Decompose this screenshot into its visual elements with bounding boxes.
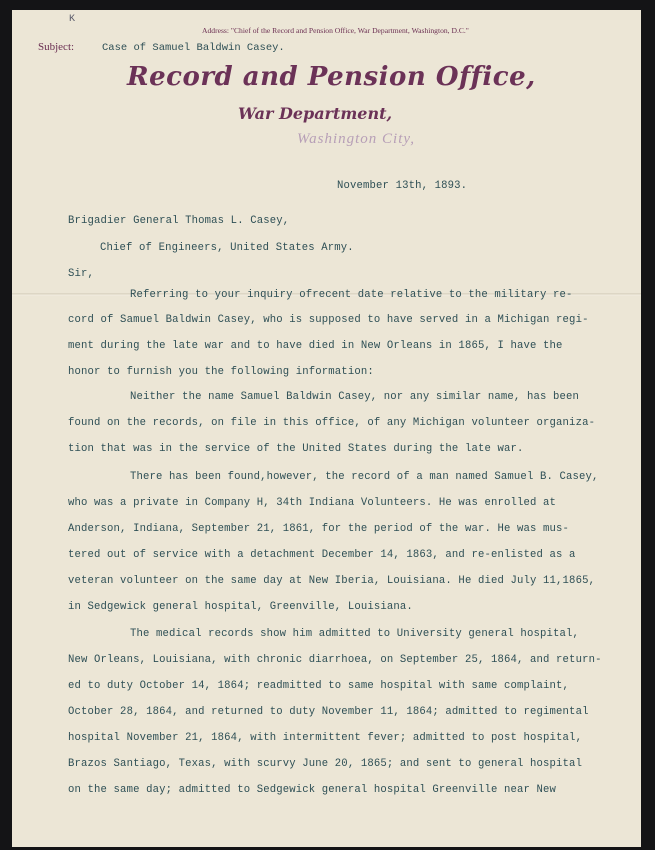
body-line: Neither the name Samuel Baldwin Casey, nor any similar name, has been: [130, 391, 580, 403]
body-line: honor to furnish you the following information:: [68, 366, 374, 378]
file-mark: K: [69, 14, 76, 25]
letter-page: [12, 10, 641, 847]
subject-value: Case of Samuel Baldwin Casey.: [102, 42, 285, 54]
body-line: Referring to your inquiry ofrecent date relative to the military re-: [130, 289, 573, 301]
body-line: cord of Samuel Baldwin Casey, who is supposed to have served in a Michigan regi-: [68, 314, 589, 326]
body-line: on the same day; admitted to Sedgewick general hospital Greenville near New: [68, 784, 557, 796]
salutation: Sir,: [68, 268, 95, 280]
body-line: ed to duty October 14, 1864; readmitted to same hospital with same complaint,: [68, 680, 570, 692]
city-line: Washington City,: [297, 131, 415, 147]
body-line: The medical records show him admitted to University general hospital,: [130, 628, 580, 640]
body-line: Brazos Santiago, Texas, with scurvy June 20, 1865; and sent to general hospital: [68, 758, 583, 770]
letter-date: November 13th, 1893.: [337, 180, 468, 192]
body-line: Anderson, Indiana, September 21, 1861, for the period of the war. He was mus-: [68, 523, 570, 535]
body-line: October 28, 1864, and returned to duty November 11, 1864; admitted to regimental: [68, 706, 589, 718]
body-line: hospital November 21, 1864, with intermittent fever; admitted to post hospital,: [68, 732, 583, 744]
body-line: veteran volunteer on the same day at New Iberia, Louisiana. He died July 11,1865,: [68, 575, 596, 587]
reply-address-line: Address: "Chief of the Record and Pension Office, War Department, Washington, D.C.": [202, 26, 469, 35]
subject-label: Subject:: [38, 41, 75, 53]
body-line: in Sedgewick general hospital, Greenville, Louisiana.: [68, 601, 413, 613]
body-line: tion that was in the service of the United States during the late war.: [68, 443, 524, 455]
body-line: New Orleans, Louisiana, with chronic diarrhoea, on September 25, 1864, and return-: [68, 654, 602, 666]
addressee-name: Brigadier General Thomas L. Casey,: [68, 215, 290, 227]
body-line: tered out of service with a detachment December 14, 1863, and re-enlisted as a: [68, 549, 576, 561]
body-line: ment during the late war and to have died in New Orleans in 1865, I have the: [68, 340, 563, 352]
addressee-title: Chief of Engineers, United States Army.: [100, 242, 354, 254]
department-heading: War Department,: [238, 104, 393, 123]
office-name-heading: Record and Pension Office,: [127, 62, 536, 92]
body-line: There has been found,however, the record of a man named Samuel B. Casey,: [130, 471, 599, 483]
body-line: who was a private in Company H, 34th Indiana Volunteers. He was enrolled at: [68, 497, 557, 509]
body-line: found on the records, on file in this office, of any Michigan volunteer organiza-: [68, 417, 596, 429]
